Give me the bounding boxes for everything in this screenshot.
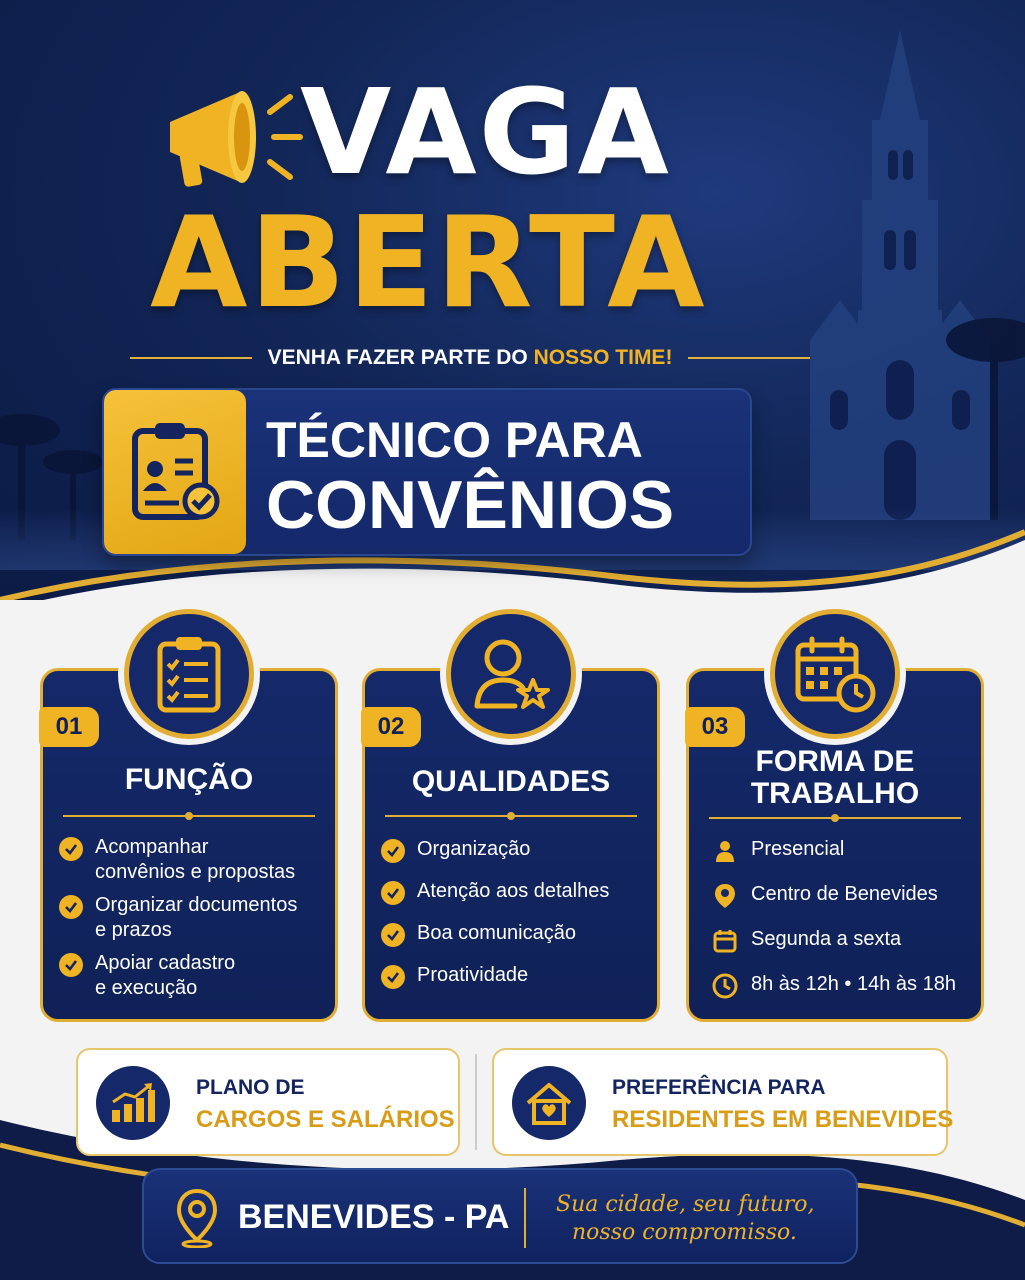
card-qualidades-list <box>381 837 645 989</box>
growth-chart-icon <box>110 1082 156 1124</box>
location-pin-icon <box>174 1188 220 1248</box>
item-text: Boa comunicação <box>417 922 576 944</box>
check-icon <box>381 839 405 863</box>
location-pin-icon <box>711 882 739 910</box>
card-forma-list <box>711 837 969 1000</box>
card-divider <box>709 817 961 819</box>
list-item <box>59 835 323 885</box>
list-item <box>711 882 969 910</box>
title-aberta: ABERTA <box>150 189 707 336</box>
title-vaga: VAGA <box>300 63 671 201</box>
item-text: Segunda a sexta <box>751 928 902 950</box>
check-icon <box>381 965 405 989</box>
check-icon <box>381 923 405 947</box>
footer-city: BENEVIDES - PA <box>238 1198 510 1236</box>
list-item <box>59 951 323 1001</box>
item-text: Proatividade <box>417 964 529 986</box>
card-divider <box>63 815 315 817</box>
tagline-prefix: VENHA FAZER PARTE DO <box>267 346 534 369</box>
footer-divider <box>524 1188 526 1248</box>
tagline <box>268 346 673 370</box>
benefit-icon-circle <box>96 1066 170 1140</box>
benefit-separator <box>475 1054 477 1150</box>
calendar-clock-icon <box>794 635 876 713</box>
card-funcao <box>40 668 338 1022</box>
item-text: convênios e propostas <box>95 861 296 883</box>
house-heart-icon <box>525 1081 573 1125</box>
footer-slogan-line2: nosso compromisso. <box>572 1220 797 1245</box>
benefit-icon-circle <box>512 1066 586 1140</box>
list-item <box>381 963 645 989</box>
checklist-clipboard-icon <box>154 634 224 714</box>
card-title-line2: TRABALHO <box>750 777 920 810</box>
card-number-badge: 01 <box>39 707 99 747</box>
tagline-row <box>130 342 810 374</box>
benefit-line1: PLANO DE <box>196 1076 305 1099</box>
user-star-icon <box>471 636 551 712</box>
card-funcao-icon-circle <box>124 609 254 739</box>
card-title: QUALIDADES <box>411 765 611 798</box>
card-qualidades-icon-circle <box>446 609 576 739</box>
card-funcao-list <box>59 835 323 1001</box>
card-number-badge: 03 <box>685 707 745 747</box>
person-icon <box>711 837 739 865</box>
clipboard-profile-icon <box>125 417 225 527</box>
role-box <box>102 388 752 556</box>
card-forma-icon-circle <box>770 609 900 739</box>
tagline-highlight: NOSSO TIME! <box>533 346 673 369</box>
role-title-line1: TÉCNICO PARA <box>266 412 643 468</box>
clock-icon <box>711 972 739 1000</box>
check-icon <box>59 953 83 977</box>
calendar-icon <box>711 927 739 955</box>
item-text: Presencial <box>751 838 845 860</box>
item-text: Organização <box>417 838 531 860</box>
footer-slogan-line1: Sua cidade, seu futuro, <box>556 1192 815 1217</box>
benefit-line2: RESIDENTES EM BENEVIDES <box>612 1106 954 1133</box>
item-text: e prazos <box>95 919 172 941</box>
benefit-preferencia <box>492 1048 954 1156</box>
list-item <box>711 972 969 1000</box>
list-item <box>381 879 645 905</box>
item-text: Acompanhar <box>95 836 209 858</box>
tagline-divider-right <box>688 357 810 359</box>
item-text: Centro de Benevides <box>751 883 938 905</box>
check-icon <box>381 881 405 905</box>
role-title-line2: CONVÊNIOS <box>266 467 675 543</box>
item-text: Apoiar cadastro <box>95 952 236 974</box>
tagline-divider-left <box>130 357 252 359</box>
list-item <box>59 893 323 943</box>
card-title-line1: FORMA DE <box>755 745 915 778</box>
card-title: FUNÇÃO <box>124 763 254 796</box>
card-qualidades <box>362 668 660 1022</box>
list-item <box>381 837 645 863</box>
check-icon <box>59 837 83 861</box>
card-number-badge: 02 <box>361 707 421 747</box>
role-icon-tile <box>104 390 246 554</box>
check-icon <box>59 895 83 919</box>
benefit-plano-cargos <box>76 1048 460 1156</box>
item-text: Atenção aos detalhes <box>417 880 610 902</box>
card-divider <box>385 815 637 817</box>
item-text: e execução <box>95 977 198 999</box>
list-item <box>711 927 969 955</box>
benefit-line2: CARGOS E SALÁRIOS <box>196 1106 455 1133</box>
benefit-line1: PREFERÊNCIA PARA <box>612 1076 826 1099</box>
item-text: 8h às 12h • 14h às 18h <box>751 973 956 995</box>
list-item <box>711 837 969 865</box>
card-forma-de-trabalho <box>686 668 984 1022</box>
footer-bar <box>142 1168 858 1264</box>
item-text: Organizar documentos <box>95 894 298 916</box>
megaphone-icon <box>160 72 310 202</box>
list-item <box>381 921 645 947</box>
